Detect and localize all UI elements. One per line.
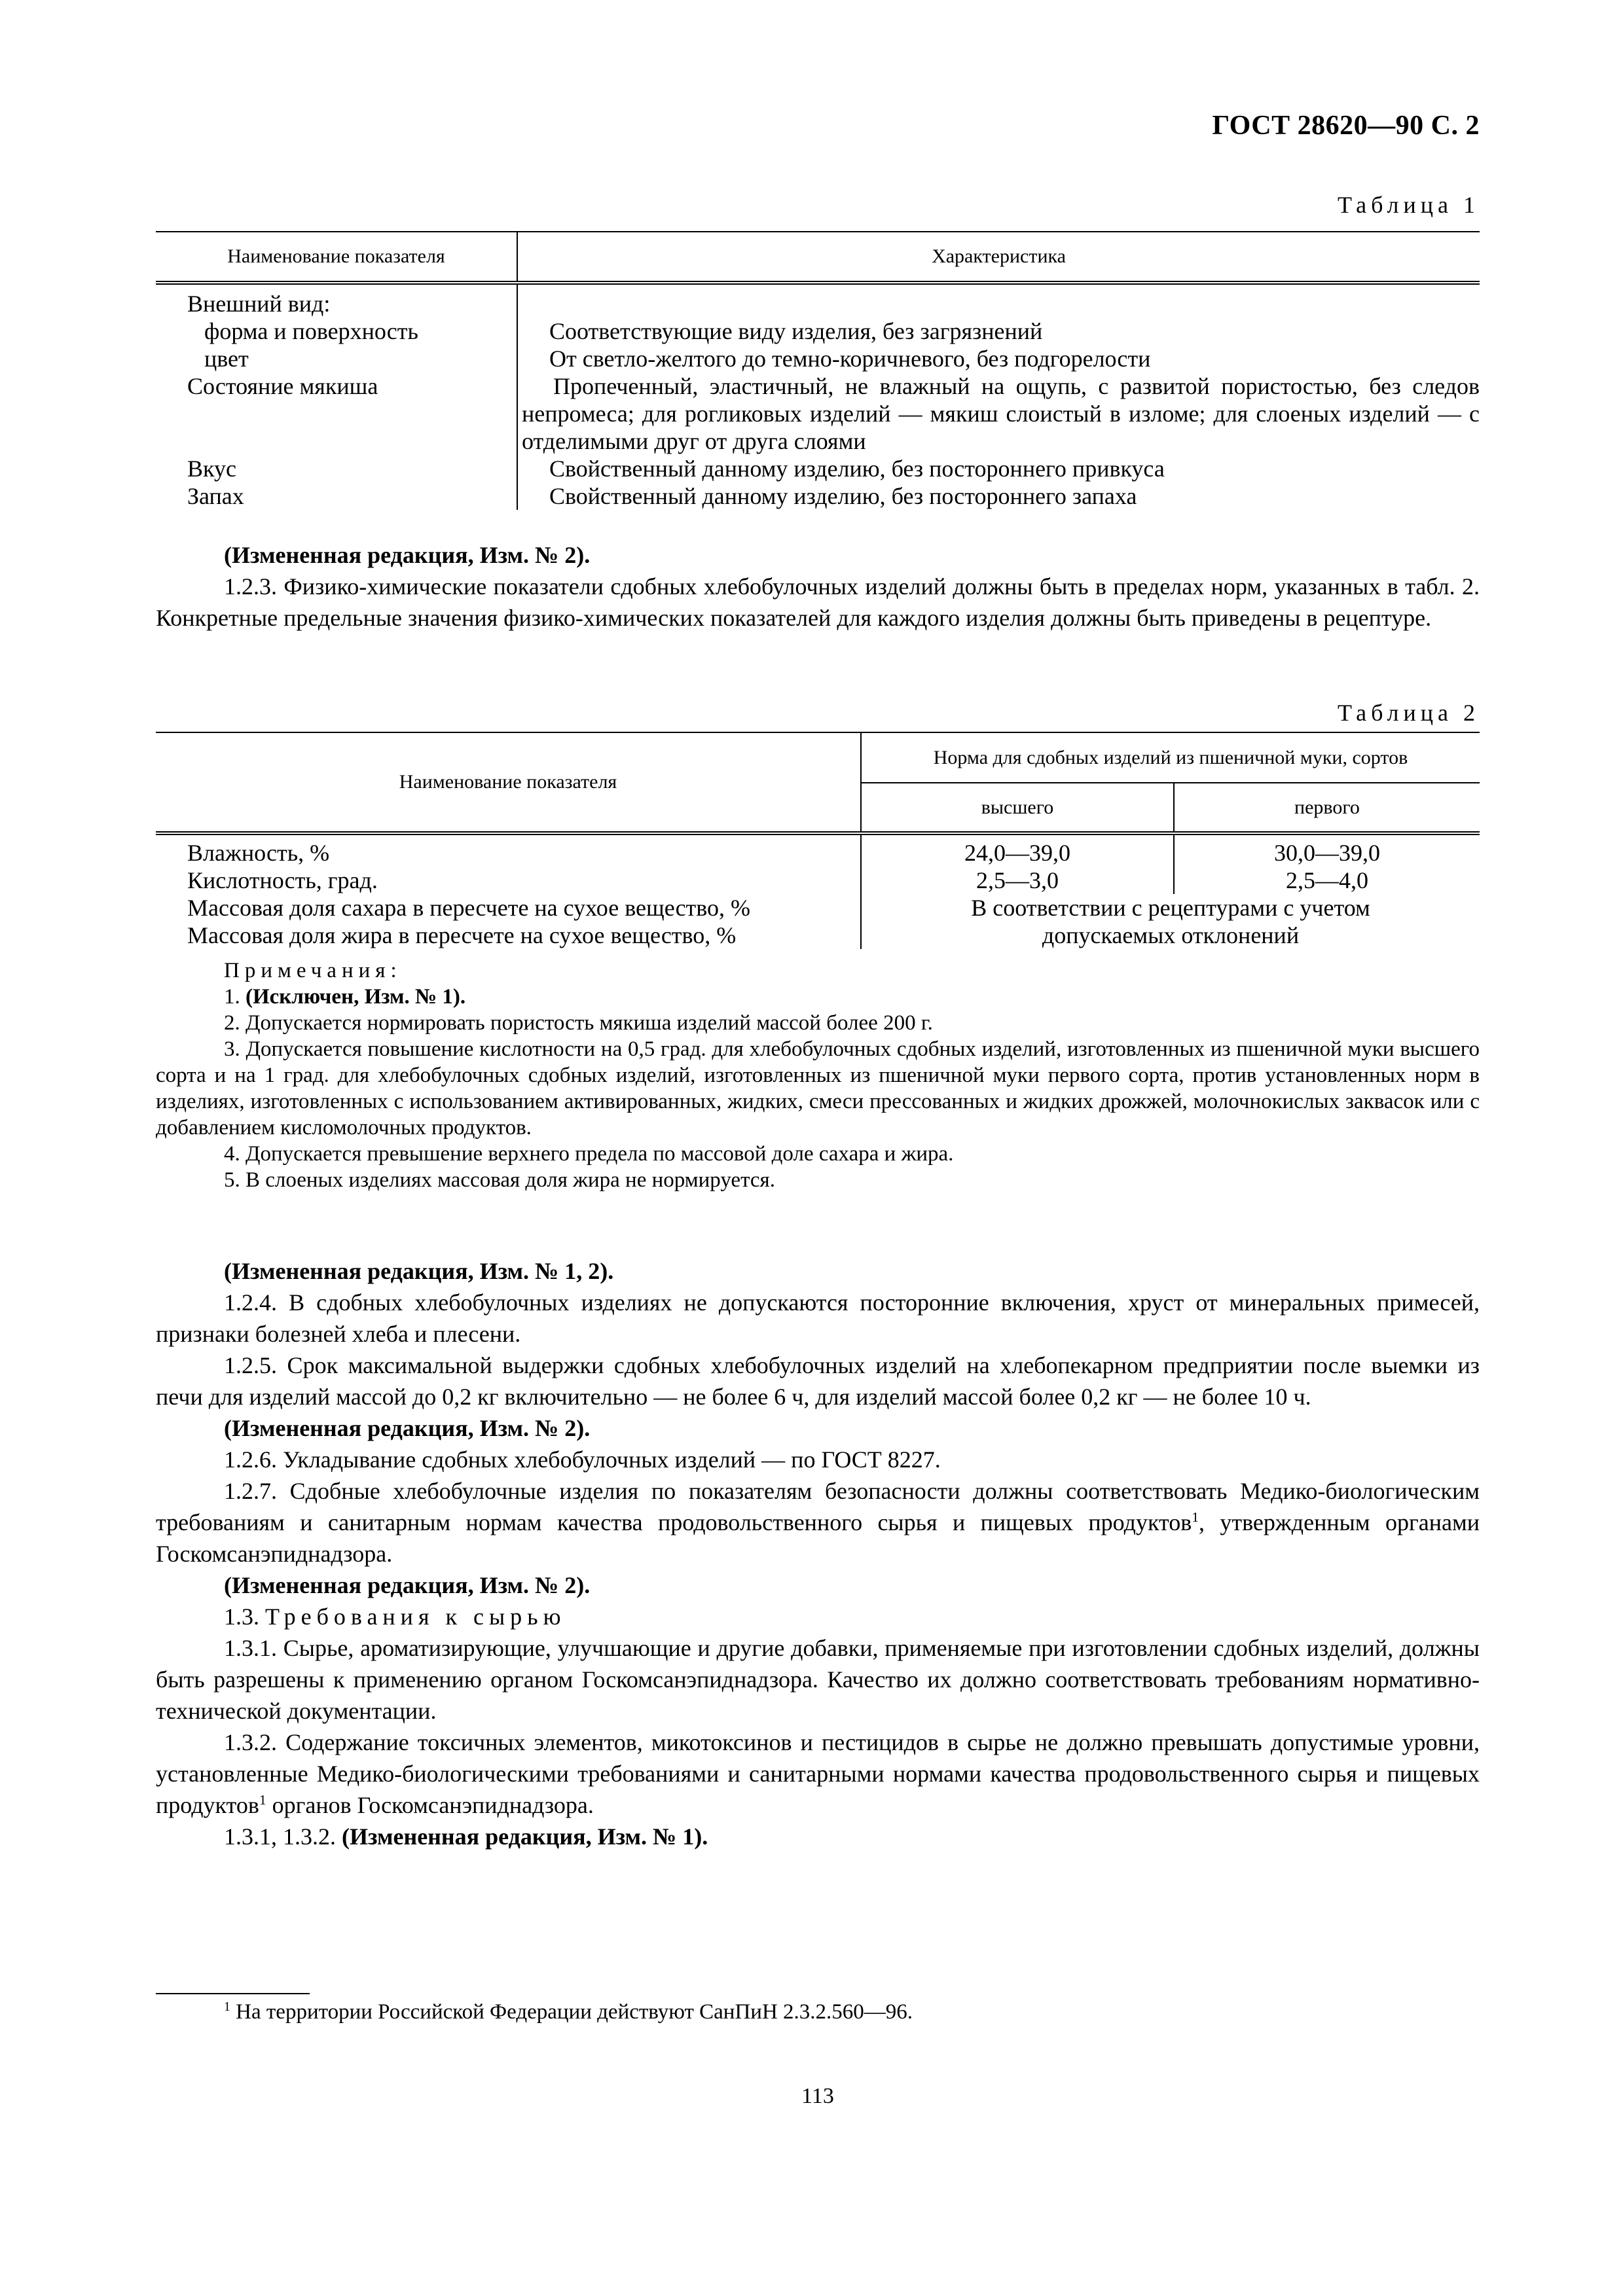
notes-title: Примечания: <box>224 959 402 982</box>
table2-header-name: Наименование показателя <box>156 732 861 833</box>
table2-notes <box>156 958 1480 1193</box>
footnote <box>224 2000 913 2024</box>
footnote-text: На территории Российской Федерации действуют СанПиН 2.3.2.560—96. <box>236 2000 913 2024</box>
note-1-text: (Исключен, Изм. № 1). <box>246 985 466 1009</box>
paragraph-1-2-3: 1.2.3. Физико-химические показатели сдобных хлебобулочных изделий должны быть в пределах норм, указанных в табл. 2. Конкретные предельные значения физико-химических показателей для каждого изделия должны быть приведены в рецептуре. <box>156 573 1480 631</box>
page-number: 113 <box>801 2084 834 2108</box>
paragraph-1-3-2: 1.3.2. Содержание токсичных элементов, микотоксинов и пестицидов в сырье не должно превышать допустимые уровни, установленные Медико-биологическими требованиями и санитарными нормами качества продовольственного сырья и пищевых продуктов$^1$ органов Госкомсанэпиднадзора. <box>156 1729 1480 1818</box>
note-1-number: 1. <box>224 985 240 1009</box>
table-row: цвет От светло-желтого до темно-коричневого, без подгорелости <box>156 345 1480 372</box>
amendment-note: (Измененная редакция, Изм. № 1, 2). <box>224 1258 614 1284</box>
table1-caption: Таблица 1 <box>1338 192 1480 218</box>
footnote-rule <box>156 1993 310 1994</box>
table-row: Вкус Свойственный данному изделию, без постороннего привкуса <box>156 455 1480 482</box>
footnote-ref: 1 <box>259 1792 266 1808</box>
section-1-2-4-to-1-3 <box>156 1255 1480 1852</box>
table-row: Внешний вид: <box>156 283 1480 317</box>
table2-caption: Таблица 2 <box>1338 700 1480 726</box>
footnote-ref: 1 <box>1192 1509 1199 1525</box>
paragraph-1-2-7: 1.2.7. Сдобные хлебобулочные изделия по показателям безопасности должны соответствовать Медико-биологическим требованиям и санитарным нормам качества продовольственного сырья и пищевых продуктов$^1$, утвержденным органами Госкомсанэпиднадзора. <box>156 1478 1480 1567</box>
table-row: Состояние мякиша Пропеченный, эластичный, не влажный на ощупь, с развитой пористостью, без следов непромеса; для рогликовых изделий — мякиш слоистый в изломе; для слоеных изделий — с отделимыми друг от друга слоями <box>187 373 1480 454</box>
section-1-2-3 <box>156 539 1480 634</box>
table-row: Влажность, % 24,0—39,0 30,0—39,0 <box>156 833 1480 867</box>
table1 <box>156 231 1480 510</box>
table2-header-grade-first: первого <box>1174 783 1480 833</box>
table-row: форма и поверхность Соответствующие виду изделия, без загрязнений <box>156 317 1480 345</box>
amendment-note: (Измененная редакция, Изм. № 2). <box>224 1572 591 1598</box>
table-row: Массовая доля сахара в пересчете на сухое вещество, % В соответствии с рецептурами с учетом <box>156 894 1480 922</box>
note-3: 3. Допускается повышение кислотности на 0,5 град. для хлебобулочных сдобных изделий, изготовленных из пшеничной муки высшего сорта и на 1 град. для хлебобулочных сдобных изделий, изготовленных из пшеничной муки первого сорта, против установленных норм в изделиях, изготовленных с использованием активированных, жидких, смеси прессованных и жидких дрожжей, молочнокислых заквасок или с добавлением кисломолочных продуктов. <box>156 1037 1480 1139</box>
amendment-note-1-3: 1.3.1, 1.3.2. (Измененная редакция, Изм. № 1). <box>224 1823 708 1850</box>
table2-header-grade-highest: высшего <box>861 783 1174 833</box>
table1-header-value: Характеристика <box>517 232 1480 283</box>
table-row: Массовая доля жира в пересчете на сухое вещество, % допускаемых отклонений <box>156 922 1480 949</box>
table2 <box>156 732 1480 949</box>
amendment-note: (Измененная редакция, Изм. № 2). <box>224 1415 591 1441</box>
paragraph-1-3-1: 1.3.1. Сырье, ароматизирующие, улучшающие и другие добавки, применяемые при изготовлении сдобных изделий, должны быть разрешены к применению органом Госкомсанэпиднадзора. Качество их должно соответствовать требованиям нормативно-технической документации. <box>156 1635 1480 1724</box>
note-5: 5. В слоеных изделиях массовая доля жира не нормируется. <box>224 1168 775 1192</box>
section-1-3-heading: 1.3. Требования к сырью <box>224 1604 566 1630</box>
amendment-note: (Измененная редакция, Изм. № 2). <box>224 542 591 568</box>
note-2: 2. Допускается нормировать пористость мякиша изделий массой более 200 г. <box>224 1011 933 1035</box>
footnote-mark: 1 <box>224 2000 230 2014</box>
table-row: Запах Свойственный данному изделию, без постороннего запаха <box>156 482 1480 510</box>
table1-header-name: Наименование показателя <box>227 245 445 267</box>
note-4: 4. Допускается превышение верхнего предела по массовой доле сахара и жира. <box>224 1142 954 1166</box>
table2-header-group: Норма для сдобных изделий из пшеничной муки, сортов <box>861 732 1480 783</box>
paragraph-1-2-5: 1.2.5. Срок максимальной выдержки сдобных хлебобулочных изделий на хлебопекарном предприятии после выемки из печи для изделий массой до 0,2 кг включительно — не более 6 ч, для изделий массой более 0,2 кг — не более 10 ч. <box>156 1352 1480 1410</box>
table-row: Кислотность, град. 2,5—3,0 2,5—4,0 <box>156 867 1480 894</box>
document-header: ГОСТ 28620—90 С. 2 <box>1212 111 1480 141</box>
paragraph-1-2-6: 1.2.6. Укладывание сдобных хлебобулочных изделий — по ГОСТ 8227. <box>224 1446 941 1473</box>
paragraph-1-2-4: 1.2.4. В сдобных хлебобулочных изделиях не допускаются посторонние включения, хруст от минеральных примесей, признаки болезней хлеба и плесени. <box>156 1289 1480 1347</box>
